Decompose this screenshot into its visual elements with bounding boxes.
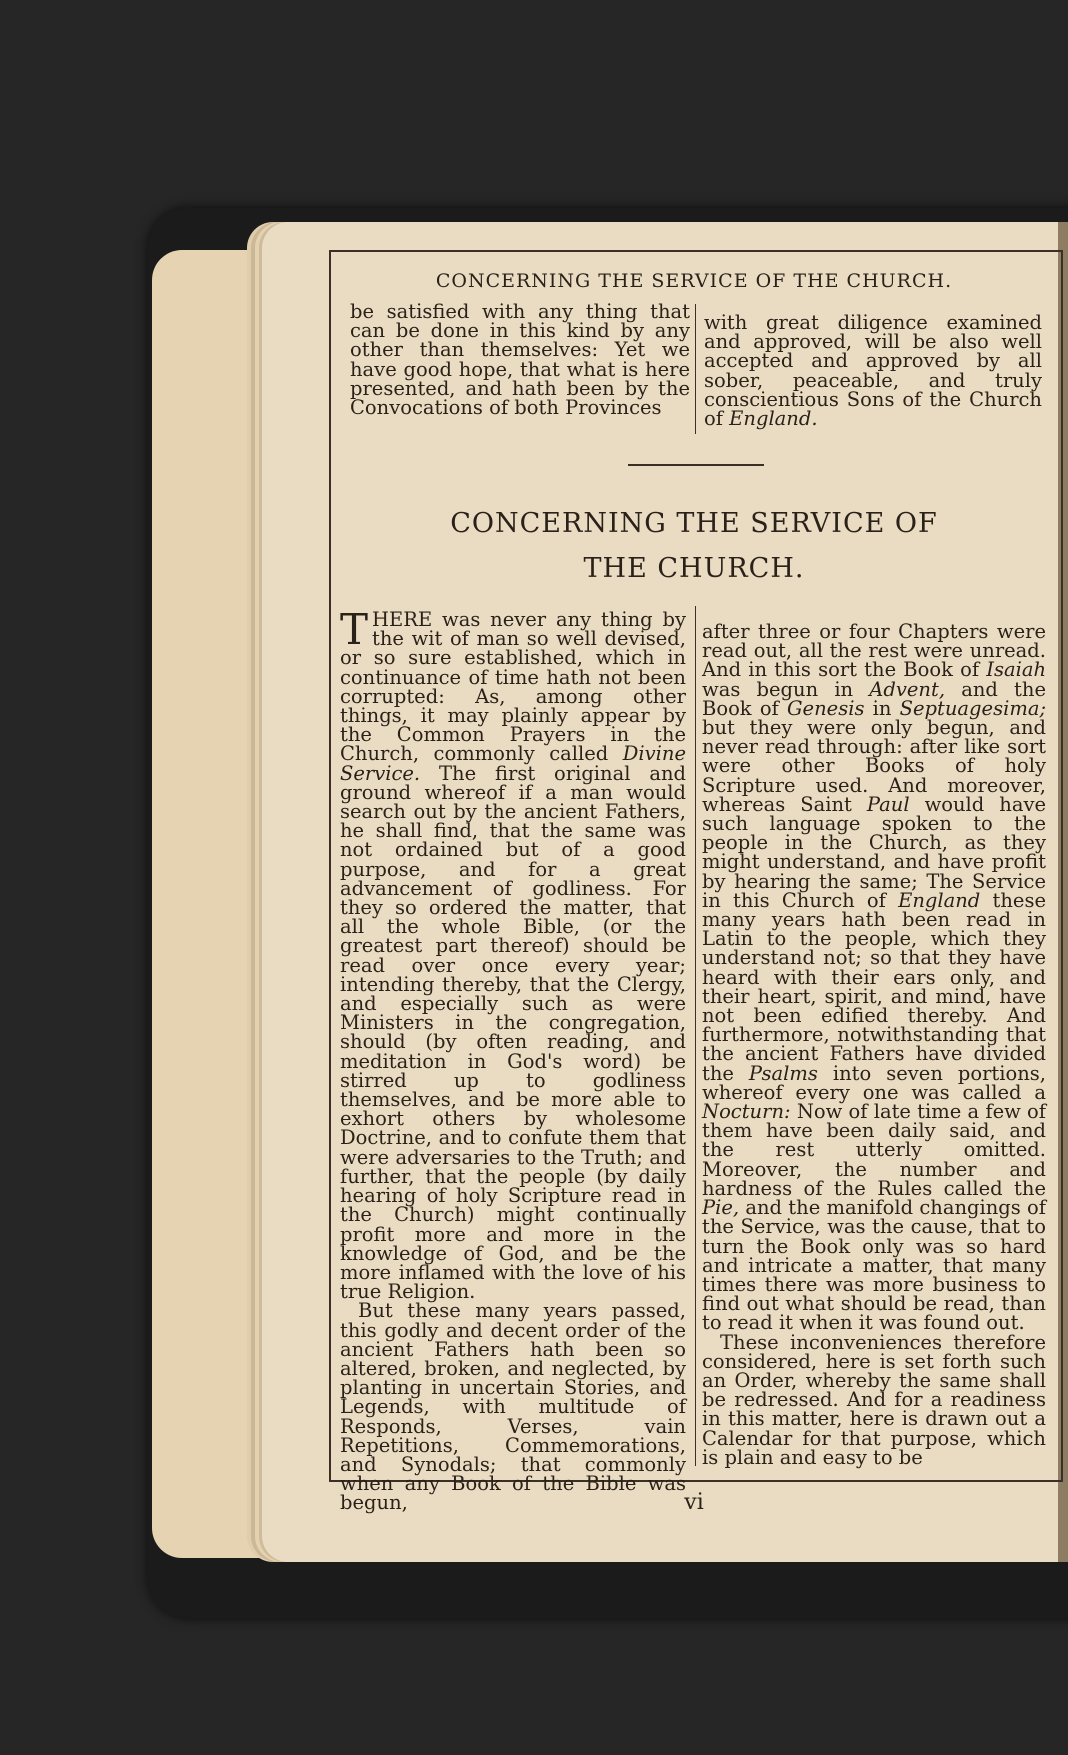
paragraph-2: But these many years passed, this godly and decent order of the ancient Fathers hath been so altered, broken, and neglected, by planting in uncertain Stories, and Legends, with multitude of Responds, Verses, vain Repetitions, Commemorations, and Synodals; that commonly when any Book of the Bible was begun, [340,1299,686,1515]
paragraph-3: These inconveniences therefore considered, here is set forth such an Order, whereby the same shall be redressed. And for a readiness in this matter, here is drawn out a Calendar for that purpose, which is plain and easy to be [702,1330,1046,1469]
main-right-column [702,622,1046,1467]
column-divider-main [695,606,696,1466]
paragraph-1-continued: after three or four Chapters were read out, all the rest were unread. And in this sort the Book of Isaiah was begun in Advent, and the Book of Genesis in Septuagesima; but they were only begun, and never read through: after like sort were other Books of holy Scripture used. And moreover, whereas Saint Paul would have such language spoken to the people in the Church, as they might understand, and have profit by hearing the same; The Service in this Church of England these many years hath been read in Latin to the people, which they understand not; so that they have heard with their ears only, and their heart, spirit, and mind, have not been edified thereby. And furthermore, notwithstanding that the ancient Fathers have divided the Psalms into seven portions, whereof every one was called a Nocturn: Now of late time a few of them have been daily said, and the rest utterly omitted. Moreover, the number and hardness of the Rules called the Pie, and the manifold changings of the Service, was the cause, that to turn the Book only was so hard and intricate a matter, that many times there was more business to find out what should be read, than to read it when it was found out. [702,620,1047,1335]
top-left-column [350,300,690,420]
main-left-column [340,605,686,1515]
top-right-text: with great diligence examined and approved, will be also well accepted and approved by all sober, peaceable, and truly conscientious Sons of the Church of England. [704,311,1042,431]
top-left-text: be satisfied with any thing that can be done in this kind by any other than themselves: Yet we have good hope, that what is here presented, and hath been by the Convocations of both Provinces [350,300,690,420]
paragraph-1: THERE was never any thing by the wit of man so well devised, or so sure established, which in continuance of time hath not been corrupted: As, among other things, it may plainly appear by the Common Prayers in the Church, commonly called Divine Service. The first original and ground whereof if a man would search out by the ancient Fathers, he shall find, that the same was not ordained but of a good purpose, and for a great advancement of godliness. For they so ordered the matter, that all the whole Bible, (or the greatest part thereof) should be read over once every year; intending thereby, that the Clergy, and especially such as were Ministers in the congregation, should (by often reading, and meditation in God's word) be stirred up to godliness themselves, and be more able to exhort others by wholesome Doctrine, and to confute them that were adversaries to the Truth; and further, that the people (by daily hearing of holy Scripture read in the Church) might continually profit more and more in the knowledge of God, and be the more inflamed with the love of his true Religion. [340,605,686,1304]
top-right-column [704,311,1042,431]
column-divider-top [695,304,696,434]
drop-cap: T [340,605,369,654]
section-title-line1: CONCERNING THE SERVICE OF [450,508,938,539]
section-separator [628,464,764,466]
running-head: CONCERNING THE SERVICE OF THE CHURCH. [435,270,953,292]
page-number: vi [684,1490,704,1515]
section-title-line2: THE CHURCH. [583,553,805,584]
